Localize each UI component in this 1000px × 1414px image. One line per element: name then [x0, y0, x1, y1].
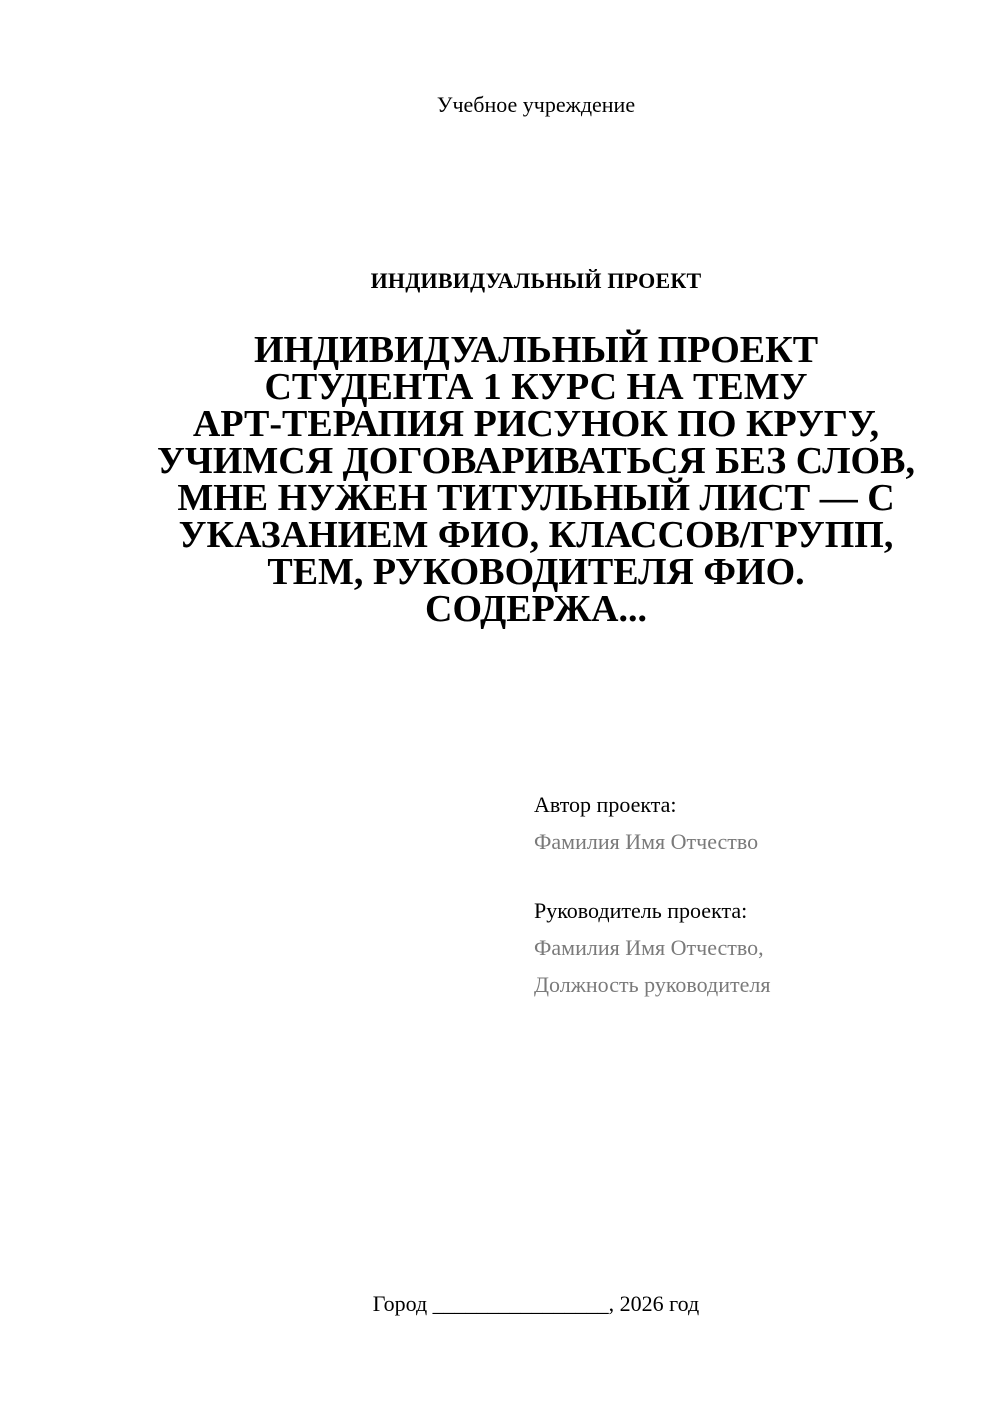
project-type-heading: ИНДИВИДУАЛЬНЫЙ ПРОЕКТ — [370, 268, 702, 293]
block-spacer — [534, 860, 974, 892]
city-year-line: Город ________________, 2026 год — [372, 1291, 700, 1316]
project-title: ИНДИВИДУАЛЬНЫЙ ПРОЕКТ СТУДЕНТА 1 КУРС НА ТЕМУ АРТ-ТЕРАПИЯ РИСУНОК ПО КРУГУ, УЧИМСЯ ДОГОВАРИВАТЬСЯ БЕЗ СЛОВ, МНЕ НУЖЕН ТИТУЛЬНЫЙ ЛИСТ — С УКАЗАНИЕМ ФИО, КЛАССОВ/ГРУПП, ТЕМ, РУКОВОДИТЕЛЯ ФИО. СОДЕРЖА... — [157, 329, 915, 630]
supervisor-name-placeholder: Фамилия Имя Отчество, — [534, 935, 764, 960]
author-name-placeholder: Фамилия Имя Отчество — [534, 829, 759, 854]
supervisor-label: Руководитель проекта: — [534, 898, 748, 923]
institution-name: Учебное учреждение — [436, 92, 636, 117]
supervisor-position-placeholder: Должность руководителя — [534, 972, 771, 997]
author-label: Автор проекта: — [534, 792, 677, 817]
author-supervisor-block — [534, 786, 974, 1003]
